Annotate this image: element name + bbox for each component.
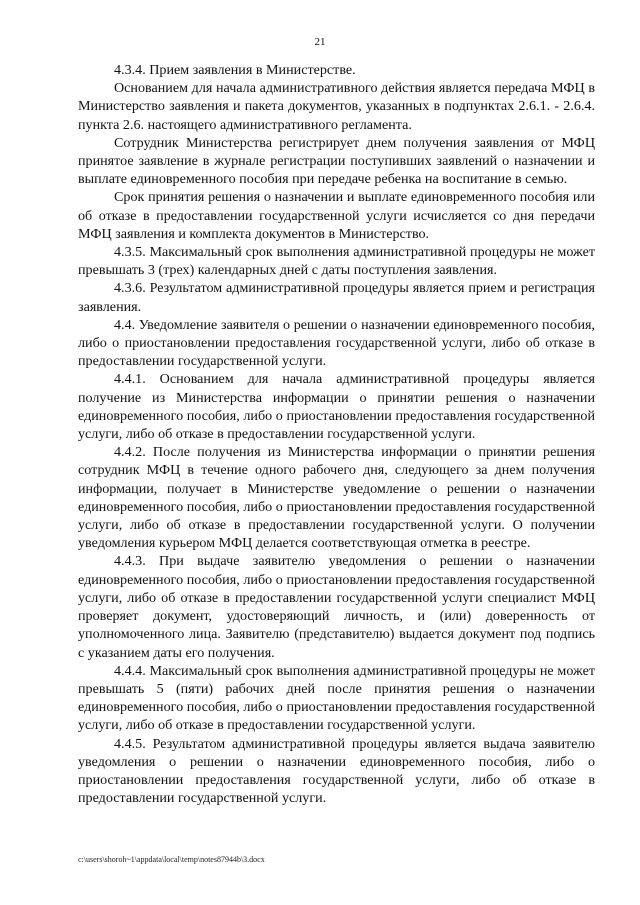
paragraph-4-4-5: 4.4.5. Результатом административной процедуры является выдача заявителю уведомления о решении о назначении единовременного пособия, либо о приостановлении предоставления государственной услуги, либо об отказе в предоставлении государственной услуги. [78,735,595,807]
paragraph-decision-term: Срок принятия решения о назначении и выплате единовременного пособия или об отказе в предоставлении государственной услуги исчисляется со дня передачи МФЦ заявления и комплекта документов в Министерство. [78,189,595,242]
paragraph-4-4-4: 4.4.4. Максимальный срок выполнения административной процедуры не может превышать 5 (пяти) рабочих дней после принятия решения о назначении единовременного пособия, либо о приостановлении предоставления государственной услуги, либо об отказе в предоставлении государственной услуги. [78,662,595,734]
paragraph-4-3-5: 4.3.5. Максимальный срок выполнения административной процедуры не может превышать 3 (трех) календарных дней с даты поступления заявления. [78,244,595,279]
footer-file-path: c:\users\shoroh~1\appdata\local\temp\notes87944b\3.docx [78,855,265,864]
paragraph-registration: Сотрудник Министерства регистрирует днем получения заявления от МФЦ принятое заявление в журнале регистрации поступивших заявлений о назначении и выплате единовременного пособия при передаче ребенка на воспитание в семью. [78,134,595,188]
document-body [78,61,595,807]
paragraph-4-4: 4.4. Уведомление заявителя о решении о назначении единовременного пособия, либо о приостановлении предоставления государственной услуги, либо об отказе в предоставлении государственной услуги. [78,316,595,370]
paragraph-4-4-3: 4.4.3. При выдаче заявителю уведомления о решении о назначении единовременного пособия, либо о приостановлении предоставления государственной услуги, либо об отказе в предоставлении государственной услуги специалист МФЦ проверяет документ, удостоверяющий личность, и (или) доверенность от уполномоченного лица. Заявителю (представителю) выдается документ под подпись с указанием даты его получения. [78,553,595,661]
paragraph-4-4-1: 4.4.1. Основанием для начала административной процедуры является получение из Министерства информации о принятии решения о назначении единовременного пособия, либо о приостановлении предоставления государственной услуги, либо об отказе в предоставлении государственной услуги. [78,371,595,443]
paragraph-4-4-2: 4.4.2. После получения из Министерства информации о принятии решения сотрудник МФЦ в течение одного рабочего дня, следующего за днем получения информации, получает в Министерстве уведомление о решении о назначении единовременного пособия, либо о приостановлении предоставления государственной услуги, либо об отказе в предоставлении государственной услуги. О получении уведомления курьером МФЦ делается соответствующая отметка в реестре. [78,444,595,552]
paragraph-basis-transfer: Основанием для начала административного действия является передача МФЦ в Министерство заявления и пакета документов, указанных в подпунктах 2.6.1. - 2.6.4. пункта 2.6. настоящего административного регламента. [78,80,595,133]
page-number: 21 [314,36,326,48]
paragraph-4-3-6: 4.3.6. Результатом административной процедуры является прием и регистрация заявления. [78,280,595,315]
paragraph-4-3-4: 4.3.4. Прием заявления в Министерстве. [114,62,356,78]
